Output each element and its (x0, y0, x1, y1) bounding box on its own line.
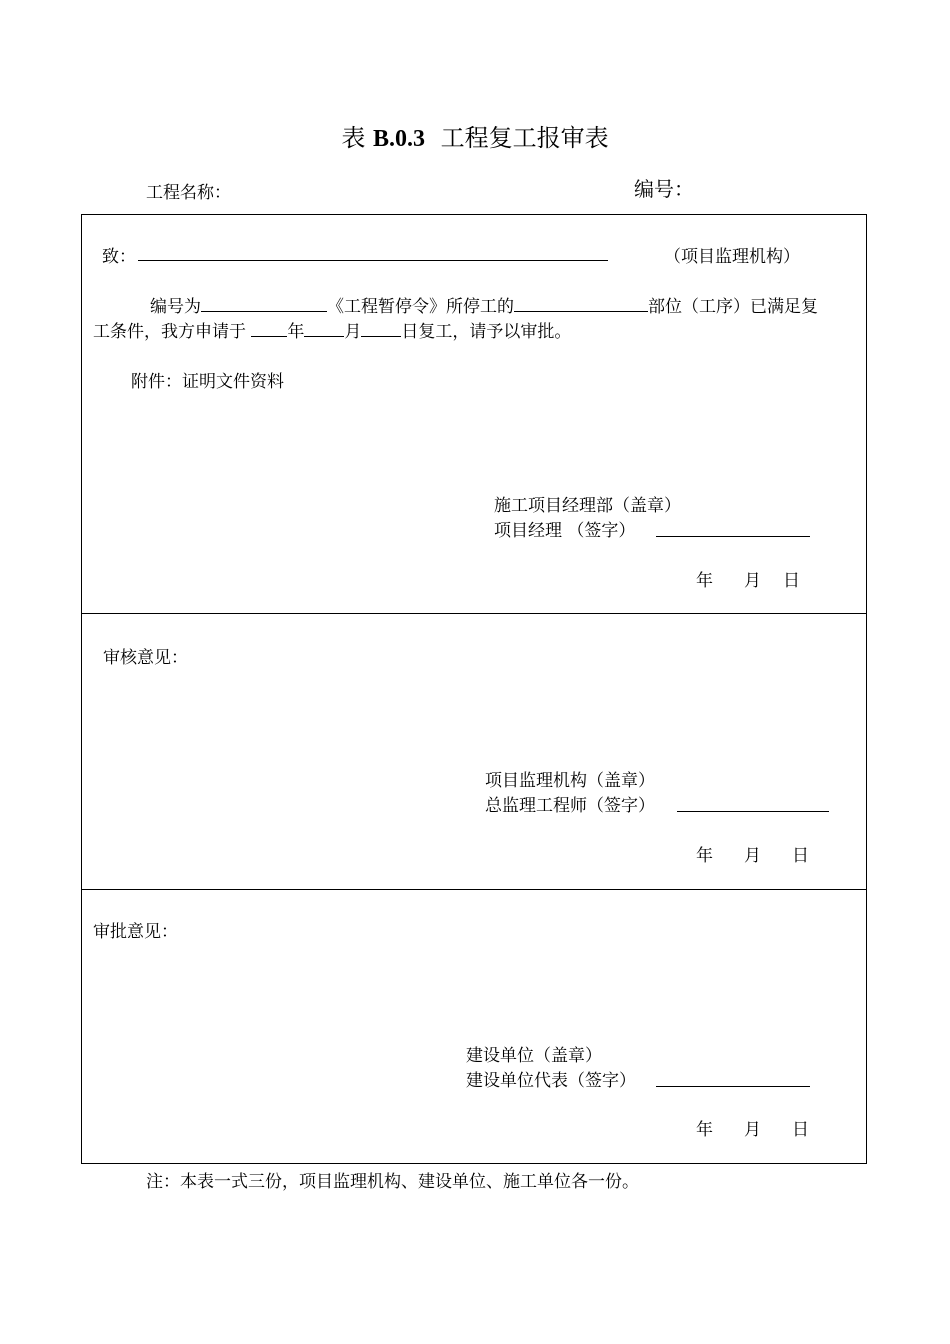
attachment-label: 附件：证明文件资料 (131, 372, 284, 392)
blank-underline (304, 335, 344, 337)
approval-opinion-label: 审批意见： (93, 922, 178, 942)
date-month: 月 (744, 571, 761, 591)
signature-line (656, 536, 810, 537)
title-code: B.0.3 (372, 126, 425, 152)
supervision-seal-label: 项目监理机构（盖章） (485, 771, 655, 791)
date-day: 日 (783, 571, 800, 591)
date-year: 年 (696, 571, 713, 591)
month-text: 月 (344, 322, 362, 342)
blank-underline (361, 335, 401, 337)
to-suffix: （项目监理机构） (664, 247, 800, 267)
project-name-label: 工程名称： (146, 183, 231, 203)
owner-seal-label: 建设单位（盖章） (466, 1046, 602, 1066)
blank-underline (514, 310, 648, 312)
section-divider (81, 889, 867, 890)
section-divider (81, 613, 867, 614)
owner-rep-sign-label: 建设单位代表（签字） (466, 1071, 636, 1091)
request-line-1 (150, 292, 818, 317)
review-opinion-label: 审核意见： (103, 648, 188, 668)
blank-underline (251, 335, 287, 337)
request-line-2 (93, 317, 571, 342)
signature-line (656, 1086, 810, 1087)
project-manager-sign-label: 项目经理 （签字） (494, 521, 636, 541)
title-text: 工程复工报审表 (440, 124, 609, 152)
form-table (81, 214, 867, 1164)
request-text: 日复工，请予以审批。 (401, 322, 572, 342)
number-label: 编号： (634, 177, 694, 201)
date-day: 日 (792, 1120, 809, 1140)
form-title (0, 118, 950, 153)
request-text: 部位（工序）已满足复 (648, 297, 818, 317)
year-text: 年 (287, 322, 305, 342)
date-year: 年 (696, 1120, 713, 1140)
request-text: 《工程暂停令》所停工的 (327, 297, 514, 317)
date-year: 年 (696, 846, 713, 866)
title-prefix: 表 (341, 124, 366, 152)
chief-engineer-sign-label: 总监理工程师（签字） (485, 796, 655, 816)
to-underline (138, 260, 608, 261)
date-month: 月 (744, 1120, 761, 1140)
date-month: 月 (744, 846, 761, 866)
blank-underline (201, 310, 327, 312)
date-day: 日 (792, 846, 809, 866)
footnote: 注：本表一式三份，项目监理机构、建设单位、施工单位各一份。 (146, 1172, 639, 1192)
signature-line (677, 811, 829, 812)
request-text: 工条件，我方申请于 (93, 322, 246, 342)
request-text: 编号为 (150, 297, 201, 317)
contractor-seal-label: 施工项目经理部（盖章） (494, 496, 681, 516)
to-label: 致： (102, 247, 136, 267)
